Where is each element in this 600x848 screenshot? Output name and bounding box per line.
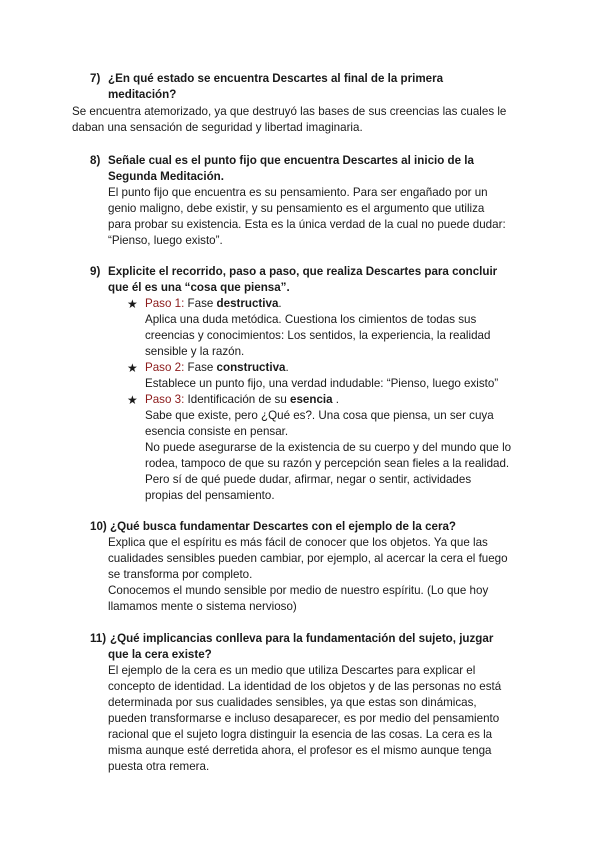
q7-number: 7) <box>90 72 101 85</box>
q8-title-line2: Segunda Meditación. <box>108 170 224 183</box>
q10-answer-line1: Explica que el espíritu es más fácil de conocer que los objetos. Ya que las <box>108 536 488 549</box>
q10-answer-line3: se transforma por completo. <box>108 568 253 581</box>
step1-suffix: . <box>278 297 282 310</box>
step2-heading <box>145 360 289 377</box>
step1-heading <box>145 296 282 313</box>
q11-answer-line2: concepto de identidad. La identidad de los objetos y de las personas no está <box>108 680 502 693</box>
q7-title-line2: meditación? <box>108 88 177 101</box>
q11-title-line2: que la cera existe? <box>108 648 212 661</box>
q8-answer-line1: El punto fijo que encuentra es su pensamiento. Para ser engañado por un <box>108 186 488 199</box>
q11-title-line1: ¿Qué implicancias conlleva para la fundamentación del sujeto, juzgar <box>110 632 494 645</box>
q11-answer-line3: determinada por sus cualidades sensibles, ya que estas son dinámicas, <box>108 696 477 709</box>
step2-line1: Establece un punto fijo, una verdad indudable: “Pienso, luego existo” <box>145 377 499 390</box>
q11-answer-line5: racional que el sujeto logra distinguir la esencia de las cosas. La cera es la <box>108 728 493 741</box>
step1-label: Paso 1: <box>145 297 185 310</box>
step3-prefix: Identificación de su <box>184 393 291 406</box>
q9-number: 9) <box>90 265 101 278</box>
q9-title-line2: que él es una “cosa que piensa”. <box>108 281 290 294</box>
q10-answer-line4: Conocemos el mundo sensible por medio de nuestro espíritu. (Lo que hoy <box>108 584 489 597</box>
step3-heading <box>145 392 339 409</box>
q11-answer-line4: pueden transformarse e incluso desaparecer, es por medio del pensamiento <box>108 712 500 725</box>
step2-star-icon: ★ <box>127 361 138 375</box>
step2-prefix: Fase <box>184 361 217 374</box>
step3-label: Paso 3: <box>145 393 185 406</box>
q11-answer-line6: misma aunque esté derretida ahora, el profesor es el mismo aunque tenga <box>108 744 492 757</box>
step1-star-icon: ★ <box>127 297 138 311</box>
q11-answer-line7: puesta otra remera. <box>108 760 210 773</box>
step3-line4: rodea, tampoco de que su razón y percepción sean fieles a la realidad. <box>145 457 510 470</box>
q7-answer-line1: Se encuentra atemorizado, ya que destruyó las bases de sus creencias las cuales le <box>72 105 507 118</box>
step2-label: Paso 2: <box>145 361 185 374</box>
step3-phase: esencia <box>290 393 333 406</box>
q8-answer-line3: para probar su existencia. Esta es la única verdad de la cual no puede dudar: <box>108 218 506 231</box>
step3-line3: No puede asegurarse de la existencia de su cuerpo y del mundo que lo <box>145 441 512 454</box>
q9-title-line1: Explicite el recorrido, paso a paso, que realiza Descartes para concluir <box>108 265 498 278</box>
step3-line6: propias del pensamiento. <box>145 489 275 502</box>
step3-line2: esencia consiste en pensar. <box>145 425 289 438</box>
q8-answer-line4: “Pienso, luego existo”. <box>108 234 223 247</box>
q7-title-line1: ¿En qué estado se encuentra Descartes al final de la primera <box>108 72 444 85</box>
step1-line3: sensible y la razón. <box>145 345 245 358</box>
step1-prefix: Fase <box>184 297 217 310</box>
step1-line2: creencias y conocimientos: Los sentidos, la experiencia, la realidad <box>145 329 491 342</box>
q8-answer-line2: genio maligno, debe existir, y su pensamiento es el argumento que utiliza <box>108 202 485 215</box>
step2-suffix: . <box>285 361 289 374</box>
q11-number: 11) <box>90 632 107 645</box>
q10-number: 10) <box>90 520 107 533</box>
q11-answer-line1: El ejemplo de la cera es un medio que utiliza Descartes para explicar el <box>108 664 476 677</box>
step3-line1: Sabe que existe, pero ¿Qué es?. Una cosa que piensa, un ser cuya <box>145 409 494 422</box>
q7-answer-line2: daban una sensación de seguridad y libertad imaginaria. <box>72 121 363 134</box>
q10-answer-line5: llamamos mente o sistema nervioso) <box>108 600 297 613</box>
step1-phase: destructiva <box>216 297 279 310</box>
step3-star-icon: ★ <box>127 393 138 407</box>
step1-line1: Aplica una duda metódica. Cuestiona los cimientos de todas sus <box>145 313 477 326</box>
q10-title-line1: ¿Qué busca fundamentar Descartes con el ejemplo de la cera? <box>110 520 457 533</box>
step3-line5: Pero sí de qué puede dudar, afirmar, negar o sentir, actividades <box>145 473 472 486</box>
q8-title-line1: Señale cual es el punto fijo que encuentra Descartes al inicio de la <box>108 154 474 167</box>
q8-number: 8) <box>90 154 101 167</box>
q10-answer-line2: cualidades sensibles pueden cambiar, por ejemplo, al acercar la cera el fuego <box>108 552 508 565</box>
step3-suffix: . <box>332 393 340 406</box>
step2-phase: constructiva <box>216 361 286 374</box>
